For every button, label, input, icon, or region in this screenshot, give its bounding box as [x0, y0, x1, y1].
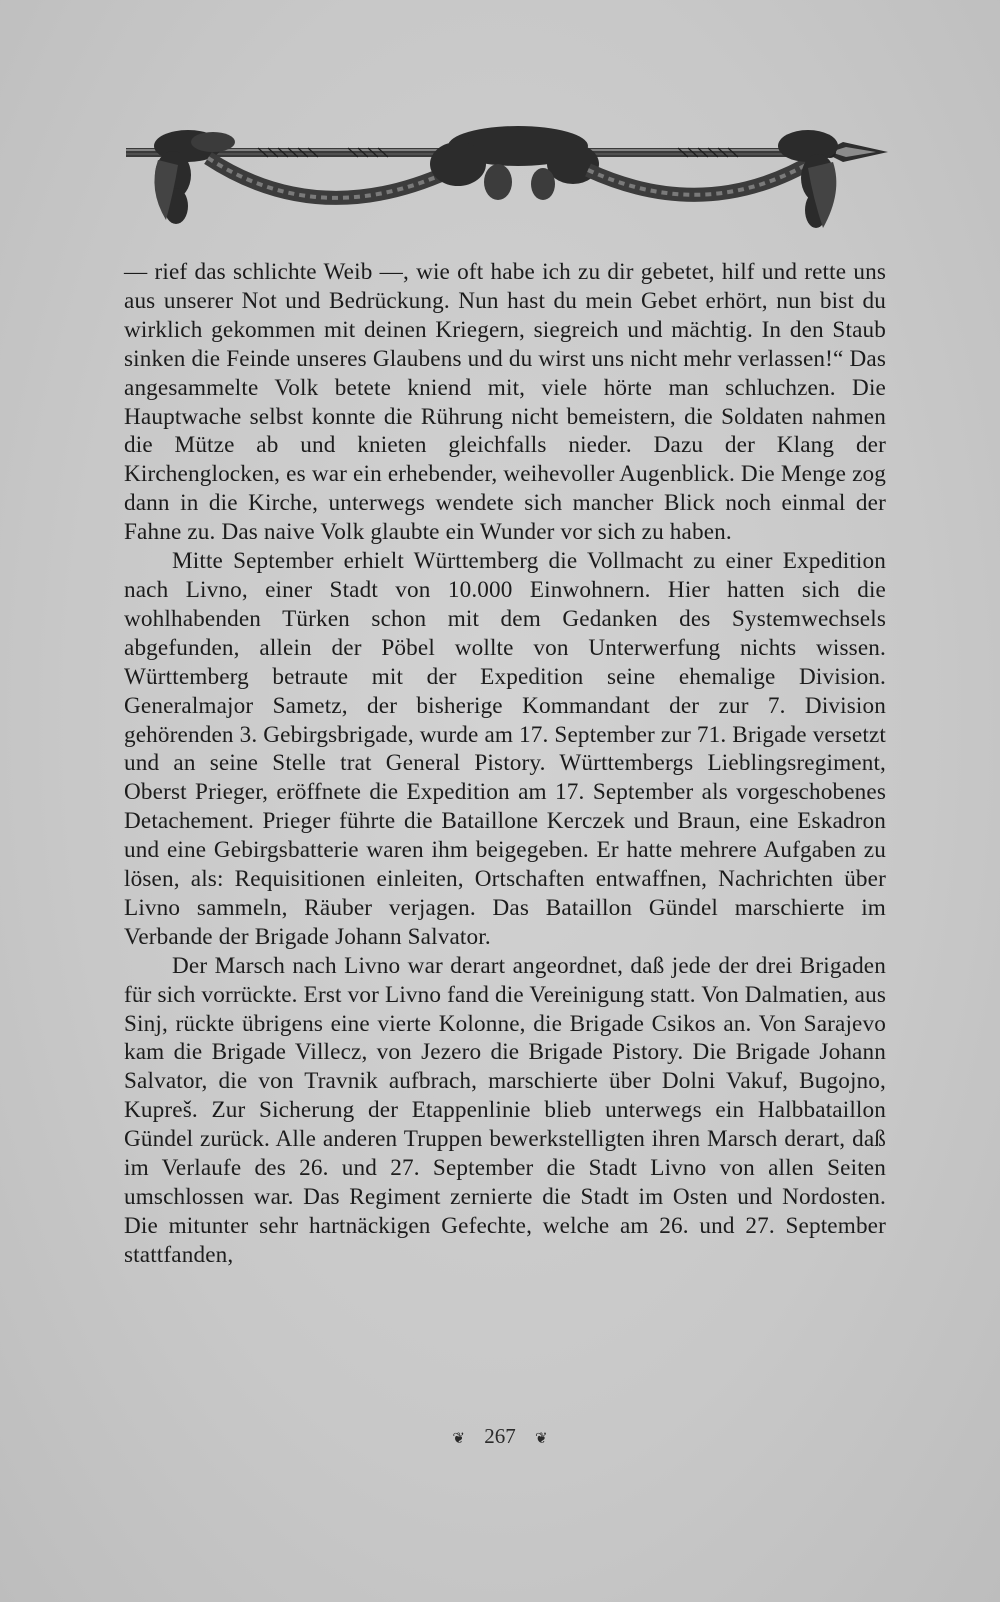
garland-spear-icon	[118, 120, 908, 235]
center-garland	[430, 126, 599, 200]
fleuron-right-icon: ❦	[535, 1430, 548, 1447]
body-text	[124, 258, 886, 1270]
right-swag	[588, 158, 818, 195]
page-footer	[0, 1424, 1000, 1449]
paragraph-1: — rief das schlichte Weib —, wie oft habe ich zu dir gebetet, hilf und rette uns aus unserer Not und Bedrückung. Nun hast du mein Gebet erhört, nun bist du wirklich gekommen mit deinen Kriegern, siegreich und mächtig. In den Staub sinken die Feinde unseres Glaubens und du wirst uns nicht mehr verlassen!“ Das angesammelte Volk betete kniend mit, viele hörte man schluchzen. Die Hauptwache selbst konnte die Rührung nicht bemeistern, die Soldaten nahmen die Mütze ab und knieten gleichfalls nieder. Dazu der Klang der Kirchenglocken, es war ein erhebender, weihevoller Augenblick. Die Menge zog dann in die Kirche, unterwegs wendete sich mancher Blick noch einmal der Fahne zu. Das naive Volk glaubte ein Wunder vor sich zu haben.	[124, 259, 886, 546]
page-number: 267	[484, 1424, 516, 1448]
left-garland	[154, 130, 235, 224]
fleuron-left-icon: ❦	[452, 1430, 465, 1447]
paragraph-3: Der Marsch nach Livno war derart angeordnet, daß jede der drei Brigaden für sich vorrückte. Erst vor Livno fand die Vereinigung statt. Von Dalmatien, aus Sinj, rückte übrigens eine vierte Kolonne, die Brigade Csikos an. Von Sarajevo kam die Brigade Villecz, von Jezero die Brigade Pistory. Die Brigade Johann Salvator, die von Travnik aufbrach, marschierte über Dolni Vakuf, Bugojno, Kupreš. Zur Sicherung der Etappenlinie blieb unterwegs ein Halbbataillon Gündel zurück. Alle anderen Truppen bewerkstelligten ihren Marsch derart, daß im Verlaufe des 26. und 27. September die Stadt Livno von allen Seiten umschlossen war. Das Regiment zernierte die Stadt im Osten und Nordosten. Die mitunter sehr hartnäckigen Gefechte, welche am 26. und 27. September stattfanden,	[124, 952, 886, 1268]
paragraph-2: Mitte September erhielt Württemberg die Vollmacht zu einer Expedition nach Livno, einer Stadt von 10.000 Einwohnern. Hier hatten sich die wohlhabenden Türken schon mit dem Gedanken des Systemwechsels abgefunden, allein der Pöbel wollte von Unterwerfung nichts wissen. Württemberg betraute mit der Expedition seine ehemalige Division. Generalmajor Sametz, der bisherige Kommandant der zur 7. Division gehörenden 3. Gebirgsbrigade, wurde am 17. September zur 71. Brigade versetzt und an seine Stelle trat General Pistory. Württembergs Lieblingsregiment, Oberst Prieger, eröffnete die Expedition am 17. September als vorgeschobenes Detachement. Prieger führte die Bataillone Kerczek und Braun, eine Eskadron und eine Gebirgsbatterie waren ihm beigegeben. Er hatte mehrere Aufgaben zu lösen, als: Requisitionen einleiten, Ortschaften entwaffnen, Nachrichten über Livno sammeln, Räuber verjagen. Das Bataillon Gündel marschierte im Verbande der Brigade Johann Salvator.	[124, 548, 886, 950]
left-swag	[208, 158, 448, 198]
